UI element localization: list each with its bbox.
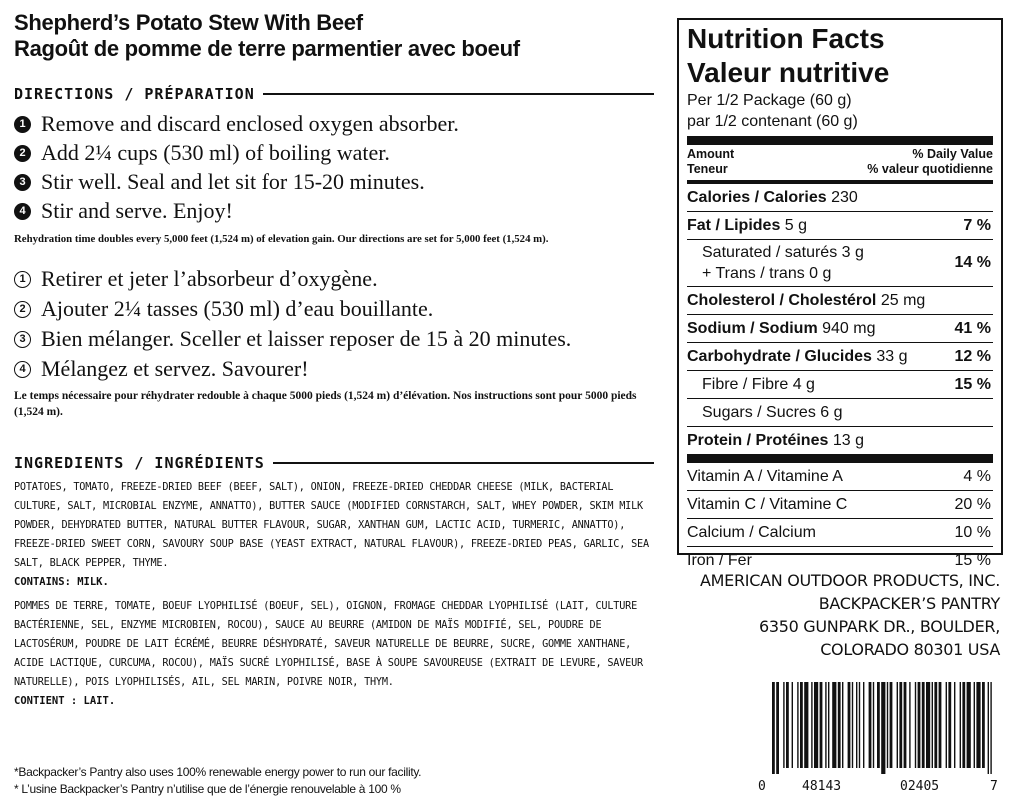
barcode-bar	[859, 682, 860, 768]
vitamin-label: Iron / Fer	[687, 551, 752, 569]
step-en-3	[14, 169, 425, 195]
step-text: Retirer et jeter l’absorbeur d’oxygène.	[41, 266, 378, 291]
step-number-badge: 1	[14, 271, 31, 288]
step-number-badge: 4	[14, 361, 31, 378]
barcode-bar	[962, 682, 965, 768]
barcode-bar	[922, 682, 925, 768]
step-en-2	[14, 140, 390, 166]
barcode-bar	[954, 682, 955, 768]
barcode-digits-right: 02405	[900, 779, 940, 794]
step-fr-4	[14, 356, 309, 382]
ingredients-list-fr: POMMES DE TERRE, TOMATE, BOEUF LYOPHILISÉ (BOEUF, SEL), OIGNON, FROMAGE CHEDDAR LYOPHILISÉ (LAIT, CULTURE BACTÉRIENNE, SEL, ENZYME MICROBIEN, ROCOU), SAUCE AU BEURRE (AMIDON DE MAÏS MODIFIÉ, SEL, POUDRE DE LACTOSÉRUM, POUDRE DE LAIT ÉCRÉMÉ, BEURRE DÉSHYDRATÉ, SAVEUR NATURELLE DE BEURRE, SUCRE, GOMME XANTHANE, ACIDE LACTIQUE, CURCUMA, ROCOU), MAÏS SUCRÉ LYOPHILISÉ, BASE À SOUPE SAVOUREUSE (EXTRAIT DE LEVURE, SAVEUR NATURELLE), POIS LYOPHILISÉS, AIL, SEL MARIN, POIVRE NOIR, THYM.	[14, 601, 643, 688]
barcode-bar	[838, 682, 841, 768]
step-text: Bien mélanger. Sceller et laisser reposer de 15 à 20 minutes.	[41, 326, 572, 351]
fat-value: 5 g	[784, 216, 808, 234]
barcode-bar	[926, 682, 930, 768]
vitamin-percent: 4 %	[963, 467, 991, 485]
sodium-percent: 41 %	[954, 319, 991, 337]
address-street: 6350 GUNPARK DR., BOULDER,	[758, 617, 1000, 636]
barcode-bar	[939, 682, 942, 768]
barcode-bar	[772, 682, 775, 774]
barcode-bar	[825, 682, 826, 768]
calories-row	[687, 184, 993, 211]
barcode-bar	[976, 682, 980, 768]
footnote-fr: * L’usine Backpacker’s Pantry n’utilise que de l’énergie renouvelable à 100 %	[14, 782, 401, 796]
serving-size-en: Per 1/2 Package (60 g)	[687, 92, 852, 109]
step-number-badge: 4	[14, 203, 31, 220]
barcode-bar	[932, 682, 933, 768]
rehydration-note-fr: Le temps nécessaire pour réhydrater redouble à chaque 5000 pieds (1,524 m) d’élévation. Nos instructions sont pour 5000 pieds (1,524 m).	[14, 390, 637, 418]
barcode-bar	[814, 682, 818, 768]
trans-label: + Trans / trans 0 g	[702, 265, 832, 282]
daily-value-label-fr: % valeur quotidienne	[867, 162, 993, 176]
sugars-row	[687, 398, 993, 426]
saturated-percent: 14 %	[954, 254, 991, 271]
barcode-bar	[988, 682, 989, 774]
amount-label-en: Amount	[687, 147, 735, 161]
barcode-bar	[974, 682, 975, 768]
step-text: Add 2¼ cups (530 ml) of boiling water.	[41, 140, 390, 165]
vitamin-row	[687, 490, 993, 518]
step-number-badge: 1	[14, 116, 31, 133]
vitamin-label: Vitamin A / Vitamine A	[687, 467, 843, 485]
vitamin-row	[687, 463, 993, 490]
barcode-bar	[967, 682, 971, 768]
rehydration-note-en: Rehydration time doubles every 5,000 feet (1,524 m) of elevation gain. Our directions are set for 5,000 feet (1,524 m).	[14, 233, 549, 245]
barcode-bar	[820, 682, 823, 768]
barcode-digit-last: 7	[990, 779, 998, 794]
carbohydrate-label: Carbohydrate / Glucides	[687, 347, 872, 365]
product-title-fr: Ragoût de pomme de terre parmentier avec boeuf	[14, 36, 520, 61]
barcode-digit-first: 0	[758, 779, 766, 794]
fibre-row	[687, 370, 993, 398]
fat-label: Fat / Lipides	[687, 216, 781, 234]
barcode-bar	[899, 682, 902, 768]
barcode-bar	[960, 682, 961, 768]
barcode-bar	[792, 682, 793, 768]
protein-row	[687, 426, 993, 454]
ingredients-heading-text: INGREDIENTS / INGRÉDIENTS	[14, 454, 265, 472]
barcode-bar	[948, 682, 951, 768]
barcode-bar	[990, 682, 991, 774]
barcode-bar	[828, 682, 829, 768]
step-en-4	[14, 198, 233, 224]
step-fr-2	[14, 296, 433, 322]
barcode-bar	[934, 682, 937, 768]
manufacturer-block	[700, 569, 1000, 661]
ingredients-list-en: POTATOES, TOMATO, FREEZE-DRIED BEEF (BEEF, SALT), ONION, FREEZE-DRIED CHEDDAR CHEESE (MILK, BACTERIAL CULTURE, SALT, MICROBIAL ENZYME, ANNATTO), BUTTER SAUCE (MODIFIED CORNSTARCH, SALT, WHEY POWDER, SKIM MILK POWDER, DEHYDRATED BUTTER, NATURAL BUTTER FLAVOUR, SUGAR, XANTHAN GUM, LACTIC ACID, TURMERIC, ANNATTO), FREEZE-DRIED SWEET CORN, SAVOURY SOUP BASE (YEAST EXTRACT, NATURAL FLAVOUR), FREEZE-DRIED PEAS, GARLIC, SEA SALT, BLACK PEPPER, THYME.	[14, 482, 649, 569]
barcode-bar	[856, 682, 857, 768]
directions-heading-text: DIRECTIONS / PRÉPARATION	[14, 85, 255, 103]
vitamin-percent: 10 %	[954, 523, 991, 541]
step-number-badge: 3	[14, 174, 31, 191]
step-text: Stir and serve. Enjoy!	[41, 198, 233, 223]
protein-value: 13 g	[832, 431, 864, 449]
saturated-trans-row	[687, 239, 993, 286]
fat-percent: 7 %	[963, 216, 991, 234]
barcode-bar	[804, 682, 808, 768]
step-text: Mélangez et servez. Savourer!	[41, 356, 309, 381]
cholesterol-value: 25 mg	[880, 291, 926, 309]
barcode-bar	[887, 682, 888, 768]
thick-rule	[687, 136, 993, 145]
vitamin-label: Vitamin C / Vitamine C	[687, 495, 848, 513]
product-title-en: Shepherd’s Potato Stew With Beef	[14, 10, 363, 35]
address-city: COLORADO 80301 USA	[820, 640, 1000, 659]
calories-label: Calories / Calories	[687, 188, 827, 206]
barcode-bar	[842, 682, 843, 768]
sodium-label: Sodium / Sodium	[687, 319, 818, 337]
calories-value: 230	[831, 188, 858, 206]
barcode-bar	[848, 682, 851, 768]
fibre-label: Fibre / Fibre 4 g	[702, 375, 815, 393]
cholesterol-label: Cholesterol / Cholestérol	[687, 291, 877, 309]
vitamin-percent: 20 %	[954, 495, 991, 513]
barcode-bar	[800, 682, 803, 768]
barcode-digits-left: 48143	[802, 779, 842, 794]
heading-rule	[273, 462, 654, 464]
step-text: Remove and discard enclosed oxygen absorber.	[41, 111, 459, 136]
carbohydrate-value: 33 g	[876, 347, 908, 365]
manufacturer-name: AMERICAN OUTDOOR PRODUCTS, INC.	[700, 571, 1000, 590]
step-number-badge: 3	[14, 331, 31, 348]
barcode-bar	[783, 682, 784, 768]
barcode-bar	[869, 682, 872, 768]
carbohydrate-percent: 12 %	[954, 347, 991, 365]
barcode-bar	[897, 682, 898, 768]
carbohydrate-row	[687, 342, 993, 370]
barcode-bar	[890, 682, 893, 768]
heading-rule	[263, 93, 654, 95]
daily-value-label-en: % Daily Value	[912, 147, 993, 161]
brand-name: BACKPACKER’S PANTRY	[818, 594, 1000, 613]
barcode-bar	[915, 682, 916, 768]
step-text: Stir well. Seal and let sit for 15-20 minutes.	[41, 169, 425, 194]
step-text: Ajouter 2¼ tasses (530 ml) d’eau bouillante.	[41, 296, 434, 321]
barcode-bar	[832, 682, 836, 768]
amount-label-fr: Teneur	[687, 162, 728, 176]
contains-en: CONTAINS: MILK.	[14, 576, 109, 588]
barcode-bar	[909, 682, 910, 768]
barcode-bar	[946, 682, 947, 768]
cholesterol-row	[687, 286, 993, 314]
step-en-1	[14, 111, 459, 137]
barcode-bar	[863, 682, 864, 768]
step-fr-1	[14, 266, 378, 292]
footnote-en: *Backpacker’s Pantry also uses 100% renewable energy power to run our facility.	[14, 765, 422, 779]
barcode-bar	[811, 682, 812, 768]
barcode-bar	[881, 682, 885, 774]
contains-fr: CONTIENT : LAIT.	[14, 695, 116, 707]
barcode-bar	[797, 682, 798, 768]
step-number-badge: 2	[14, 301, 31, 318]
ingredients-heading	[14, 451, 654, 475]
sugars-label: Sugars / Sucres 6 g	[702, 403, 843, 421]
step-fr-3	[14, 326, 571, 352]
barcode-bar	[982, 682, 985, 768]
barcode-bar	[852, 682, 853, 768]
nutrition-facts-panel	[677, 18, 1003, 569]
barcode-bar	[786, 682, 789, 768]
sodium-value: 940 mg	[822, 319, 876, 337]
column-header	[687, 145, 993, 180]
vitamin-percent: 15 %	[954, 551, 991, 569]
directions-heading	[14, 82, 654, 106]
sodium-row	[687, 314, 993, 342]
barcode-bar	[904, 682, 907, 768]
vitamin-label: Calcium / Calcium	[687, 523, 816, 541]
nutrition-title-en: Nutrition Facts	[687, 23, 885, 54]
barcode-bar	[918, 682, 921, 768]
thick-rule	[687, 454, 993, 463]
step-number-badge: 2	[14, 145, 31, 162]
saturated-label: Saturated / saturés 3 g	[702, 244, 864, 261]
nutrition-title-fr: Valeur nutritive	[687, 57, 890, 88]
serving-size-fr: par 1/2 contenant (60 g)	[687, 113, 858, 130]
protein-label: Protein / Protéines	[687, 431, 829, 449]
barcode	[758, 682, 998, 794]
barcode-bars	[768, 682, 998, 774]
barcode-bar	[877, 682, 880, 768]
barcode-bar	[873, 682, 874, 768]
fat-row	[687, 211, 993, 239]
barcode-bar	[776, 682, 779, 774]
fibre-percent: 15 %	[954, 375, 991, 393]
vitamin-row	[687, 518, 993, 546]
